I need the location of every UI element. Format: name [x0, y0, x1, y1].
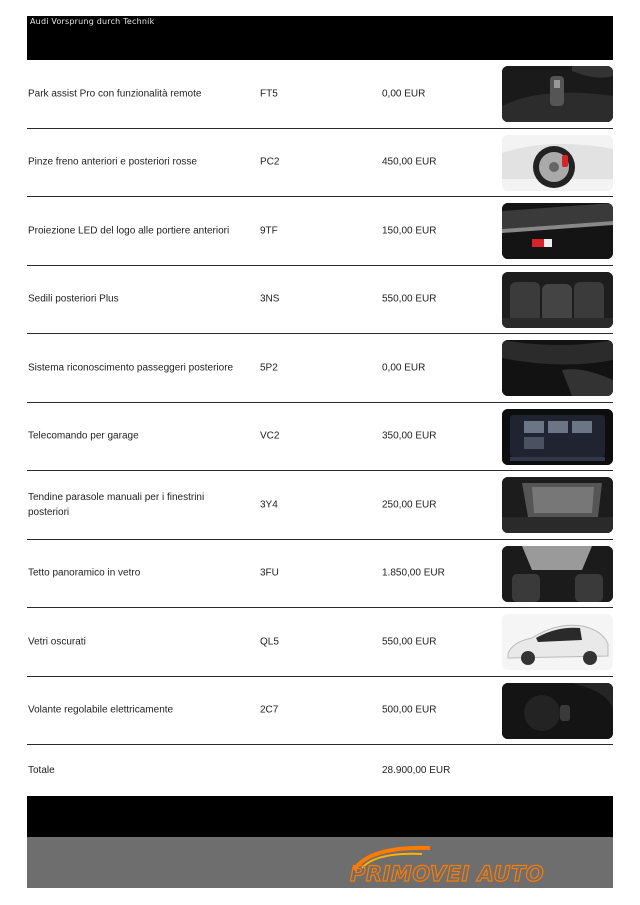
- option-image: [502, 409, 613, 465]
- option-name: Telecomando per garage: [28, 430, 139, 442]
- logo-text: PRIMOVEI AUTO: [350, 862, 545, 886]
- total-value: 28.900,00 EUR: [382, 765, 451, 776]
- option-row: [27, 471, 613, 540]
- options-list: [27, 60, 613, 745]
- interior-console-image: [502, 66, 613, 122]
- option-code: FT5: [260, 88, 278, 100]
- option-image: [502, 272, 613, 328]
- option-name: Pinze freno anteriori e posteriori rosse: [28, 156, 197, 168]
- option-name: Volante regolabile elettricamente: [28, 704, 174, 716]
- brand-logo: Audi Vorsprung durch Technik: [30, 17, 155, 26]
- option-price: 0,00 EUR: [382, 88, 426, 100]
- option-price: 350,00 EUR: [382, 430, 437, 442]
- option-code: PC2: [260, 156, 280, 168]
- option-image: [502, 203, 613, 259]
- option-code: 3NS: [260, 293, 280, 305]
- option-image: [502, 135, 613, 191]
- option-name: Tetto panoramico in vetro: [28, 567, 141, 579]
- option-image: [502, 683, 613, 739]
- option-row: [27, 334, 613, 403]
- option-price: 150,00 EUR: [382, 225, 437, 237]
- option-code: 9TF: [260, 225, 278, 237]
- option-price: 550,00 EUR: [382, 636, 437, 648]
- door-led-projection-image: [502, 203, 613, 259]
- option-price: 1.850,00 EUR: [382, 567, 445, 579]
- tinted-windows-car-image: [502, 614, 613, 670]
- option-image: [502, 477, 613, 533]
- option-price: 450,00 EUR: [382, 156, 437, 168]
- option-row: [27, 129, 613, 198]
- option-code: 5P2: [260, 362, 278, 374]
- option-code: 2C7: [260, 704, 279, 716]
- option-name: Vetri oscurati: [28, 636, 86, 648]
- option-row: [27, 60, 613, 129]
- option-name: Proiezione LED del logo alle portiere anteriori: [28, 225, 230, 237]
- option-row: [27, 540, 613, 609]
- option-code: QL5: [260, 636, 279, 648]
- dealer-logo: [350, 842, 628, 888]
- rear-cabin-dark-image: [502, 340, 613, 396]
- option-name: Tendine parasole manuali per i finestrini posteriori: [28, 491, 205, 518]
- steering-column-image: [502, 683, 613, 739]
- option-row: [27, 197, 613, 266]
- option-image: [502, 66, 613, 122]
- option-image: [502, 546, 613, 602]
- option-image: [502, 340, 613, 396]
- option-row: [27, 677, 613, 746]
- option-code: 3FU: [260, 567, 279, 579]
- header-bar: [27, 16, 613, 60]
- option-name: Sistema riconoscimento passeggeri posteriore: [28, 362, 234, 374]
- infotainment-screen-image: [502, 409, 613, 465]
- option-name: Sedili posteriori Plus: [28, 293, 119, 305]
- total-row: [27, 745, 613, 795]
- wheel-red-caliper-image: [502, 135, 613, 191]
- option-price: 250,00 EUR: [382, 499, 437, 511]
- option-price: 0,00 EUR: [382, 362, 426, 374]
- panoramic-roof-image: [502, 546, 613, 602]
- total-label: Totale: [28, 765, 55, 776]
- option-code: VC2: [260, 430, 280, 442]
- option-row: [27, 403, 613, 472]
- option-code: 3Y4: [260, 499, 278, 511]
- option-row: [27, 266, 613, 335]
- option-image: [502, 614, 613, 670]
- footer-bar: [27, 796, 613, 837]
- option-row: [27, 608, 613, 677]
- option-name: Park assist Pro con funzionalità remote: [28, 88, 202, 100]
- option-price: 500,00 EUR: [382, 704, 437, 716]
- rear-seats-image: [502, 272, 613, 328]
- sun-blinds-image: [502, 477, 613, 533]
- option-price: 550,00 EUR: [382, 293, 437, 305]
